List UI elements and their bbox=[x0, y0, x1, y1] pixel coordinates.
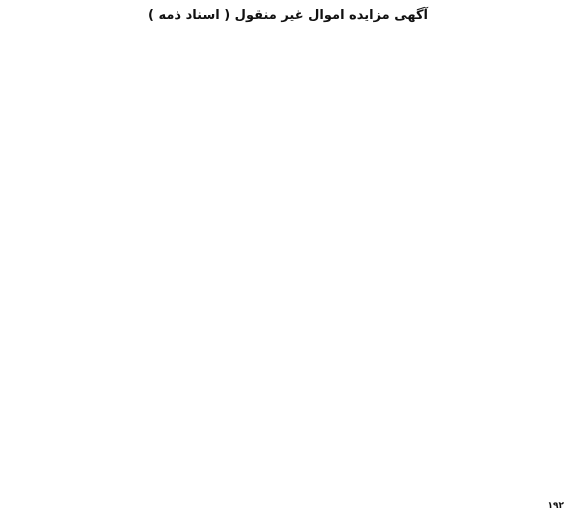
notice-footer bbox=[12, 501, 564, 511]
notice-paragraph-3 bbox=[12, 385, 564, 467]
notice-paragraph-4 bbox=[12, 469, 564, 497]
notice-paragraph-2 bbox=[12, 233, 564, 383]
notice-paragraph-1 bbox=[12, 29, 564, 231]
notice-title: آگهی مزایده اموال غیر منقول ( اسناد ذمه ) bbox=[147, 8, 428, 23]
footer-id: ۱۹۲ bbox=[547, 501, 564, 511]
